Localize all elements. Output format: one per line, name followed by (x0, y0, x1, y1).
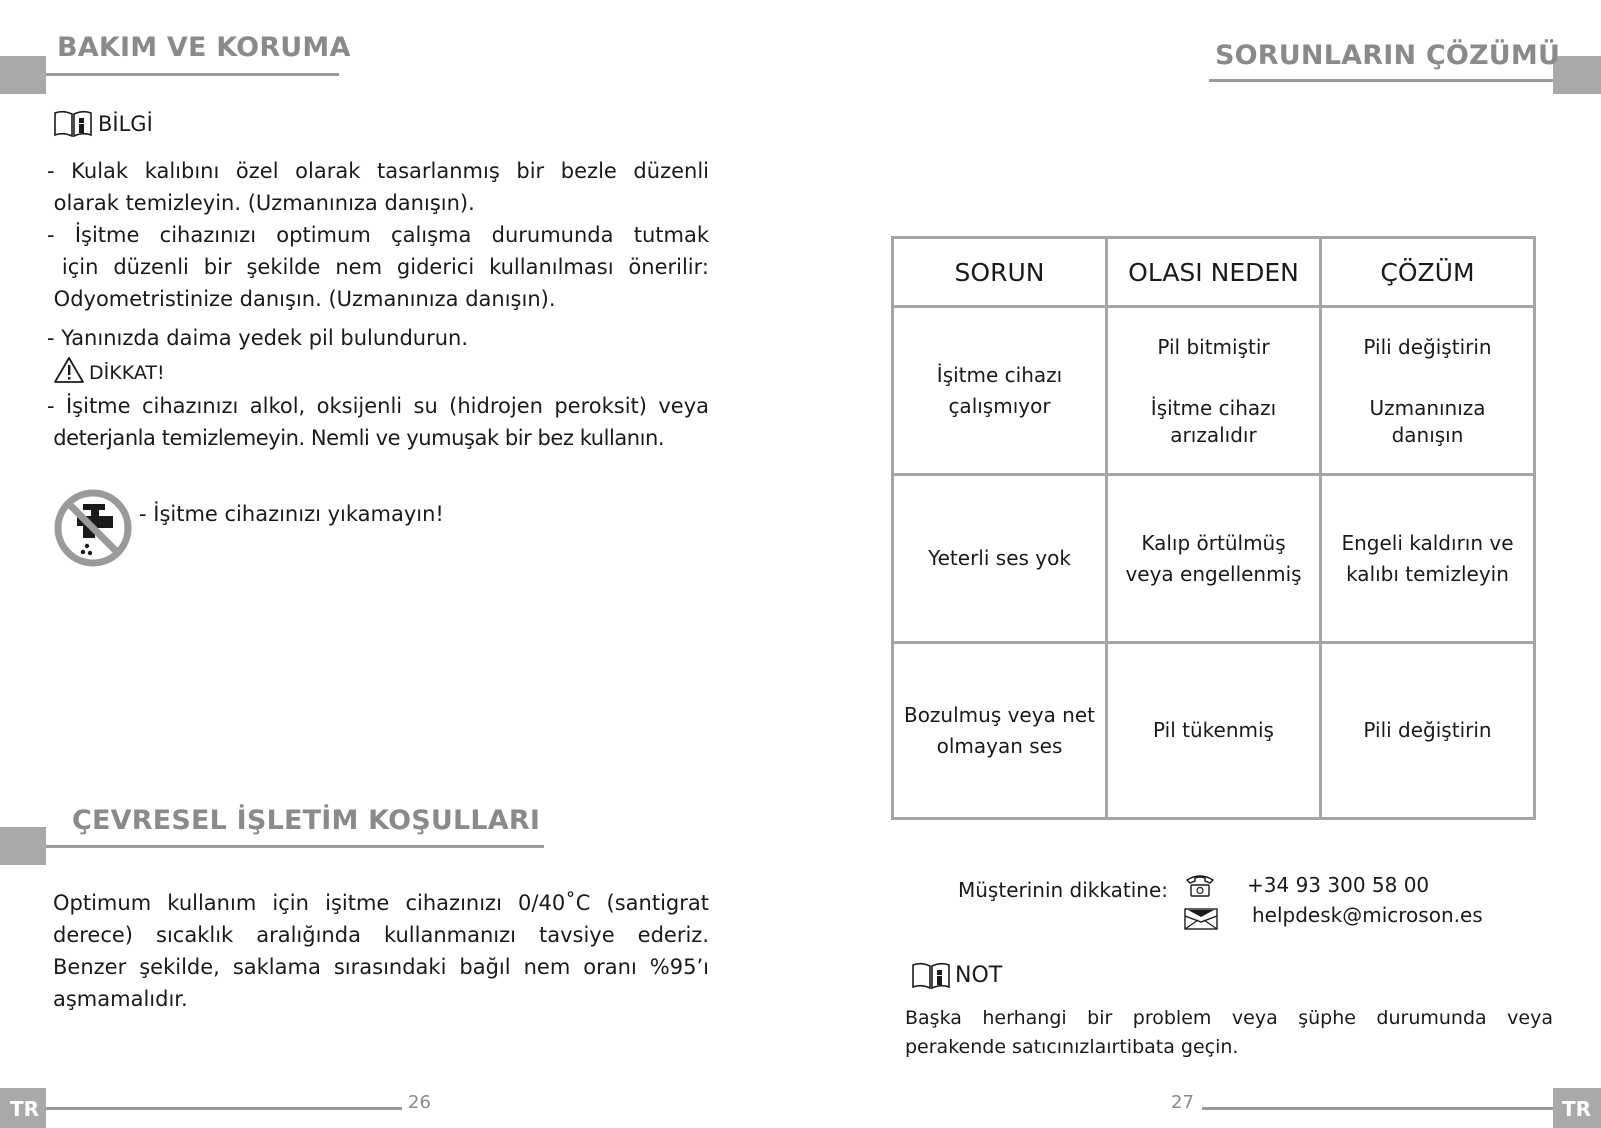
cause-cell (1107, 307, 1321, 475)
no-wash-block (53, 488, 444, 568)
right-page-number: 27 (1171, 1092, 1194, 1113)
cell-line: danışın (1391, 423, 1464, 447)
table-row (893, 475, 1535, 643)
cell-line: Pili değiştirin (1363, 718, 1492, 742)
left-section2-rule (46, 845, 544, 848)
left-header-rule (46, 73, 339, 76)
cell-line: Bozulmuş veya net (903, 702, 1096, 727)
column-header-cause: OLASI NEDEN (1107, 238, 1321, 307)
table-row (893, 643, 1535, 819)
table-row (893, 307, 1535, 475)
environment-line-2: derece) sıcaklık aralığında kullanmanızı tavsiye ederiz. (53, 923, 709, 947)
environment-paragraph (53, 887, 709, 1015)
cell-line: Pili değiştirin (1363, 335, 1492, 359)
right-language-tag: TR (1562, 1097, 1592, 1121)
warning-bullet-line-2: deterjanla temizlemeyin. Nemli ve yumuşak bir bez kullanın. (47, 426, 665, 450)
environment-line-3: Benzer şekilde, saklama sırasındaki bağıl nem oranı %95’ı (53, 955, 709, 979)
cell-line: Kalıp örtülmüş (1141, 530, 1286, 555)
solution-cell (1321, 475, 1535, 643)
problem-cell (893, 307, 1107, 475)
left-footer-rule (46, 1107, 402, 1110)
bullet-1-line-2: olarak temizleyin. (Uzmanınıza danışın). (47, 191, 475, 215)
warning-block (53, 356, 165, 384)
bullet-3 (47, 322, 468, 354)
table-header-row (893, 238, 1535, 307)
cell-line: olmayan ses (936, 733, 1063, 758)
cell-line: İşitme cihazı (1150, 396, 1277, 420)
left-page-number: 26 (408, 1092, 431, 1113)
info-block (53, 108, 153, 140)
section-title-maintenance: BAKIM VE KORUMA (57, 32, 351, 63)
left-language-tag: TR (10, 1097, 40, 1121)
cell-line: kalıbı temizleyin (1346, 561, 1509, 586)
note-line-1: Başka herhangi bir problem veya şüphe durumunda veya (905, 1007, 1553, 1029)
cause-item (1116, 395, 1311, 449)
no-wash-text: - İşitme cihazınızı yıkamayın! (139, 502, 444, 526)
solution-item (1330, 332, 1525, 363)
info-book-icon (53, 110, 93, 138)
column-header-problem: SORUN (893, 238, 1107, 307)
cause-item (1116, 332, 1311, 363)
solution-cell (1321, 643, 1535, 819)
cell-line: Uzmanınıza (1369, 396, 1486, 420)
cell-line: Pil bitmiştir (1157, 335, 1270, 359)
right-header-rule (1209, 79, 1553, 82)
no-washing-faucet-icon (53, 488, 133, 568)
right-header-tab (1553, 56, 1601, 94)
left-header-tab (0, 56, 46, 94)
problem-cell (893, 475, 1107, 643)
note-block (911, 960, 1002, 992)
bullet-2-line-2: için düzenli bir şekilde nem giderici kullanılması önerilir: (47, 255, 709, 279)
problem-cell (893, 643, 1107, 819)
warning-label: DİKKAT! (89, 362, 165, 384)
phone-number: +34 93 300 58 00 (1247, 873, 1430, 897)
right-footer-rule (1202, 1107, 1553, 1110)
cell-line: Yeterli ses yok (928, 546, 1071, 570)
note-label: NOT (955, 963, 1003, 988)
bullet-2-line-3: Odyometristinize danışın. (Uzmanınıza danışın). (47, 287, 556, 311)
cause-cell (1107, 475, 1321, 643)
solution-item (1330, 395, 1525, 449)
warning-bullet (47, 390, 709, 454)
cell-line: Pil tükenmiş (1153, 718, 1274, 742)
solution-cell (1321, 307, 1535, 475)
bullet-3-line-1: - Yanınızda daima yedek pil bulundurun. (47, 326, 469, 350)
email-address[interactable]: helpdesk@microson.es (1252, 903, 1483, 927)
telephone-icon (1184, 872, 1216, 898)
info-label: BİLGİ (98, 112, 153, 136)
cell-line: arızalıdır (1170, 423, 1257, 447)
section-title-troubleshooting: SORUNLARIN ÇÖZÜMÜ (1215, 40, 1561, 71)
warning-triangle-icon (53, 356, 85, 384)
bullet-1 (47, 155, 709, 219)
column-header-solution: ÇÖZÜM (1321, 238, 1535, 307)
warning-bullet-line-1: - İşitme cihazınızı alkol, oksijenli su (hidrojen peroksit) veya (47, 394, 709, 418)
cause-cell (1107, 643, 1321, 819)
bullet-1-line-1: - Kulak kalıbını özel olarak tasarlanmış bir bezle düzenli (47, 159, 709, 183)
section-title-environment: ÇEVRESEL İŞLETİM KOŞULLARI (72, 805, 541, 836)
bullet-2-line-1: - İşitme cihazınızı optimum çalışma durumunda tutmak (47, 223, 709, 247)
bullet-2 (47, 219, 709, 315)
info-book-icon (911, 962, 951, 990)
left-section2-tab (0, 827, 46, 865)
environment-line-1: Optimum kullanım için işitme cihazınızı 0/40˚C (santigrat (53, 891, 709, 915)
envelope-icon (1184, 908, 1218, 930)
environment-line-4: aşmamalıdır. (53, 987, 188, 1011)
note-line-2: perakende satıcınızlaırtibata geçin. (905, 1036, 1239, 1058)
contact-label: Müşterinin dikkatine: (958, 878, 1168, 902)
cell-line: Engeli kaldırın ve (1341, 530, 1514, 555)
cell-line: çalışmıyor (948, 393, 1051, 418)
note-paragraph (905, 1004, 1553, 1062)
cell-line: veya engellenmiş (1125, 561, 1302, 586)
cell-line: İşitme cihazı (936, 362, 1063, 387)
troubleshooting-table (891, 236, 1536, 820)
